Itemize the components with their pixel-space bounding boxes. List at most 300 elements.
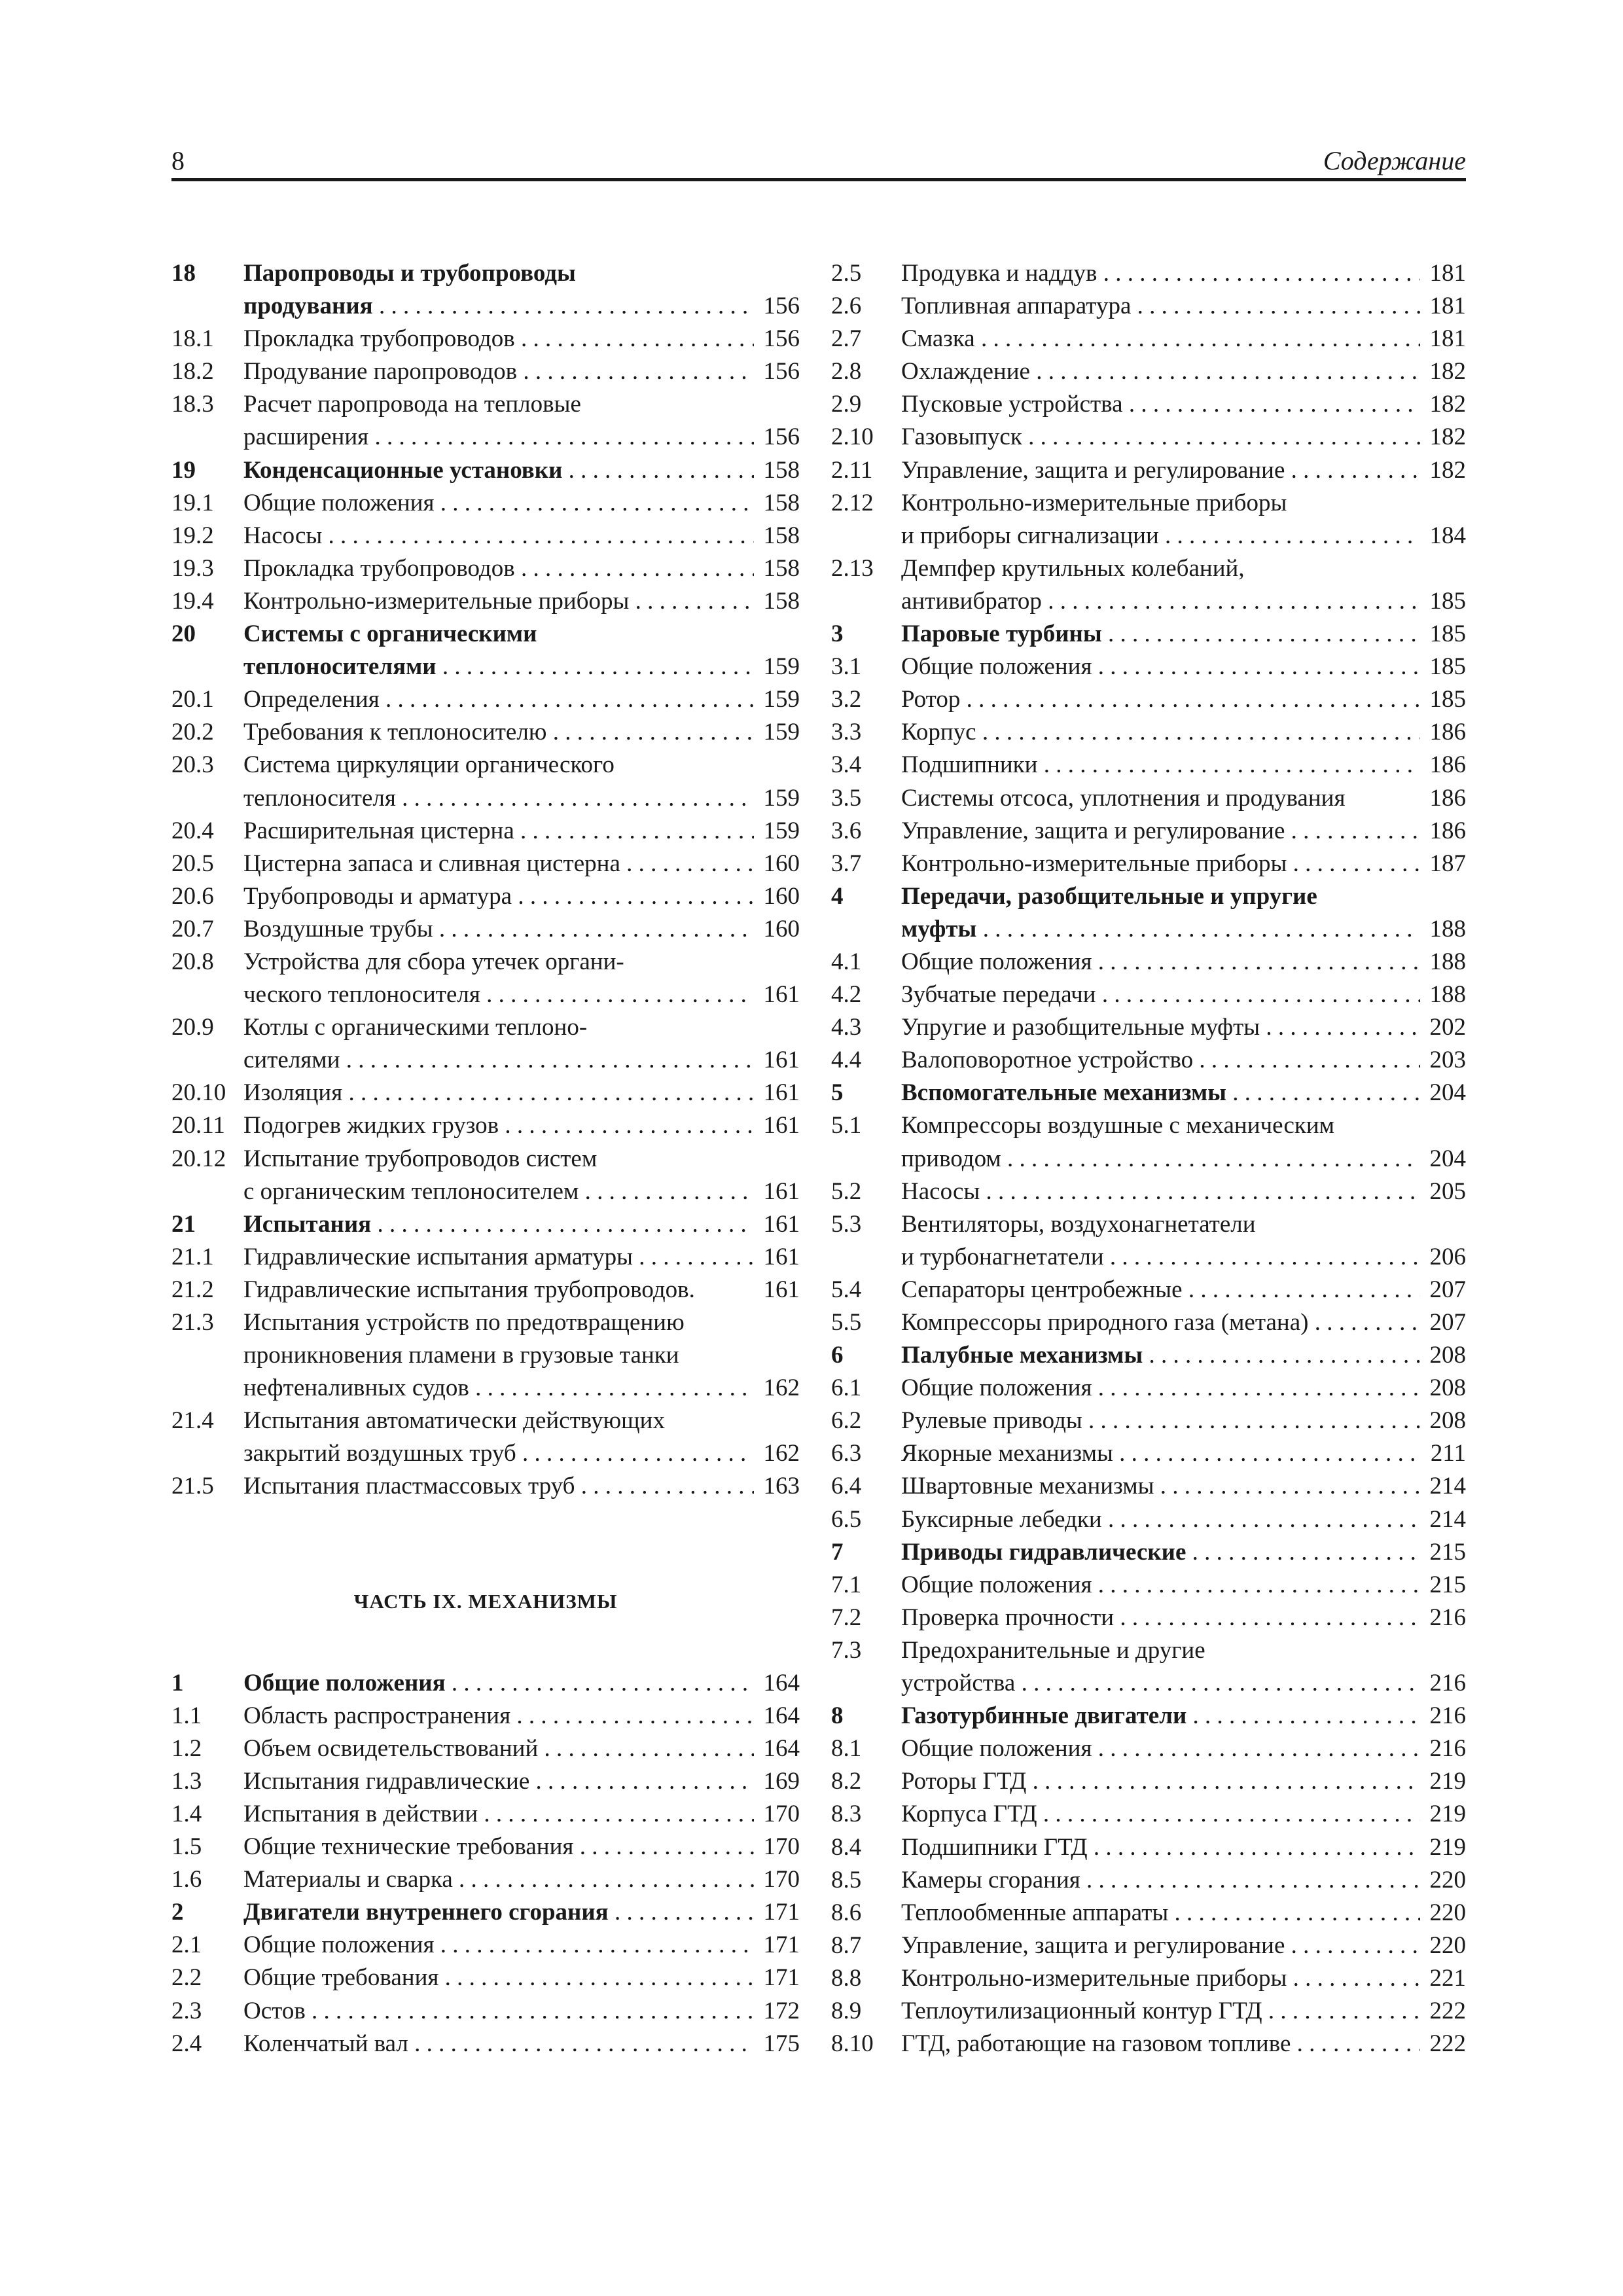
toc-entry-page: 160 xyxy=(763,850,800,877)
toc-entry xyxy=(831,1667,1466,1700)
toc-entry-number: 8.6 xyxy=(831,1899,862,1926)
toc-entry-number xyxy=(831,913,901,946)
toc-entry-title: Испытания пластмассовых труб xyxy=(243,1473,575,1500)
toc-entry-title-wrap xyxy=(243,1208,754,1241)
toc-entry-page: 188 xyxy=(1429,915,1466,942)
toc-entry-number xyxy=(171,1044,243,1077)
toc-entry-number: 1 xyxy=(171,1669,184,1696)
toc-left-column xyxy=(171,257,800,2060)
toc-entry-title-wrap xyxy=(243,1143,754,1175)
toc-entry-number: 2.5 xyxy=(831,260,862,287)
toc-entry-page: 188 xyxy=(1429,948,1466,975)
toc-entry xyxy=(171,1143,800,1175)
toc-entry-number xyxy=(831,585,901,618)
toc-entry-title: Гидравлические испытания арматуры xyxy=(243,1243,633,1270)
toc-entry xyxy=(831,421,1466,454)
toc-entry-number xyxy=(171,978,243,1011)
toc-entry-page: 158 xyxy=(763,587,800,615)
toc-entry-title: Прокладка трубопроводов xyxy=(243,554,515,582)
toc-entry xyxy=(831,1109,1466,1142)
toc-entry-title: Смазка xyxy=(901,325,975,353)
toc-entry-page: 181 xyxy=(1429,293,1466,320)
toc-entry xyxy=(171,520,800,552)
toc-entry-title: Общие положения xyxy=(901,1735,1092,1763)
toc-entry-page: 161 xyxy=(763,1112,800,1139)
toc-entry-number: 6.2 xyxy=(831,1407,862,1435)
toc-entry-title-wrap xyxy=(901,1143,1420,1175)
toc-entry-number: 20.1 xyxy=(171,686,214,713)
toc-entry-page: 170 xyxy=(763,1866,800,1893)
toc-entry-number: 6.1 xyxy=(831,1374,862,1402)
toc-entry-title: Общие требования xyxy=(243,1964,439,1992)
toc-entry-title: Остов xyxy=(243,1997,306,2024)
toc-entry-title: и приборы сигнализации xyxy=(901,522,1159,549)
toc-entry-title-wrap xyxy=(901,880,1420,913)
toc-entry-page xyxy=(754,1339,800,1372)
toc-entry-page xyxy=(1420,1109,1466,1142)
toc-entry-number: 3.3 xyxy=(831,719,862,746)
toc-entry-page: 182 xyxy=(1429,358,1466,386)
toc-entry-title: продувания xyxy=(243,293,373,320)
toc-entry-page: 182 xyxy=(1429,456,1466,484)
toc-entry-page: 164 xyxy=(763,1669,800,1696)
toc-entry-number: 4.2 xyxy=(831,981,862,1009)
toc-entry-title: Испытания автоматически действующих xyxy=(243,1407,665,1435)
toc-entry-title-wrap xyxy=(901,585,1420,618)
toc-entry-title-wrap xyxy=(901,1339,1420,1372)
toc-entry-title-wrap xyxy=(243,1896,754,1929)
toc-entry-page: 170 xyxy=(763,1800,800,1827)
toc-entry xyxy=(171,1044,800,1077)
toc-entry-title-wrap xyxy=(243,716,754,749)
toc-entry-number: 7.2 xyxy=(831,1604,862,1631)
toc-entry-title-wrap xyxy=(901,1405,1420,1437)
toc-entry xyxy=(831,716,1466,749)
toc-entry-title-wrap xyxy=(901,683,1420,716)
toc-entry-title-wrap xyxy=(901,290,1420,323)
toc-entry xyxy=(831,1929,1466,1962)
toc-entry-title: Контрольно-измерительные приборы xyxy=(243,587,630,615)
toc-entry-page xyxy=(754,946,800,978)
toc-entry-number: 8.8 xyxy=(831,1964,862,1992)
toc-entry-title: ГТД, работающие на газовом топливе xyxy=(901,2030,1291,2058)
toc-entry-page: 220 xyxy=(1429,1931,1466,1959)
toc-entry-page: 207 xyxy=(1429,1309,1466,1336)
toc-entry-title: Насосы xyxy=(901,1177,980,1205)
toc-entry-page: 162 xyxy=(763,1440,800,1467)
toc-entry xyxy=(831,290,1466,323)
toc-entry-page: 161 xyxy=(763,1079,800,1107)
toc-entry-title-wrap xyxy=(901,1470,1420,1503)
toc-entry-page: 156 xyxy=(763,293,800,320)
toc-entry-page: 202 xyxy=(1429,1014,1466,1041)
toc-entry-title-wrap xyxy=(243,1667,754,1700)
toc-entry-page: 185 xyxy=(1429,587,1466,615)
toc-entry-title-wrap xyxy=(243,388,754,421)
toc-entry xyxy=(831,323,1466,355)
toc-entry-page xyxy=(1420,487,1466,520)
toc-entry-title: Воздушные трубы xyxy=(243,915,433,942)
toc-entry-title-wrap xyxy=(901,1569,1420,1602)
toc-entry-title: устройства xyxy=(901,1670,1016,1697)
toc-entry-page: 214 xyxy=(1429,1505,1466,1533)
toc-entry-title: Подшипники xyxy=(901,751,1038,779)
toc-entry-title-wrap xyxy=(901,749,1420,781)
toc-entry xyxy=(171,1109,800,1142)
toc-entry-title-wrap xyxy=(901,1667,1420,1700)
toc-entry-number: 21.2 xyxy=(171,1276,214,1303)
toc-entry-page: 220 xyxy=(1429,1899,1466,1926)
toc-entry-title: Устройства для сбора утечек органи- xyxy=(243,948,624,975)
toc-entry xyxy=(171,1372,800,1405)
toc-entry-number: 20.8 xyxy=(171,948,214,975)
toc-entry xyxy=(171,1667,800,1700)
toc-entry xyxy=(171,487,800,520)
toc-entry xyxy=(171,1208,800,1241)
toc-entry-title-wrap xyxy=(901,355,1420,388)
toc-entry-title-wrap xyxy=(901,1077,1420,1109)
toc-entry-title-wrap xyxy=(243,782,754,815)
toc-entry-page: 188 xyxy=(1429,981,1466,1009)
toc-entry xyxy=(171,1765,800,1798)
toc-entry-number: 7.3 xyxy=(831,1636,862,1664)
toc-entry-page: 159 xyxy=(763,784,800,812)
toc-entry-page: 186 xyxy=(1429,719,1466,746)
toc-entry xyxy=(831,520,1466,552)
toc-entry xyxy=(831,1241,1466,1274)
toc-entry-title-wrap xyxy=(243,1109,754,1142)
toc-entry-page: 205 xyxy=(1429,1177,1466,1205)
toc-entry-page: 158 xyxy=(763,522,800,549)
toc-entry-title: Буксирные лебедки xyxy=(901,1505,1102,1533)
toc-entry xyxy=(171,1732,800,1765)
toc-entry-number: 21.3 xyxy=(171,1309,214,1336)
toc-entry-title-wrap xyxy=(901,388,1420,421)
toc-entry xyxy=(171,913,800,946)
toc-entry-number: 20.5 xyxy=(171,850,214,877)
toc-entry xyxy=(831,1470,1466,1503)
toc-entry-page: 182 xyxy=(1429,423,1466,451)
toc-entry-title-wrap xyxy=(901,946,1420,978)
toc-entry-title: Упругие и разобщительные муфты xyxy=(901,1014,1260,1041)
toc-entry-number: 8.2 xyxy=(831,1768,862,1795)
toc-entry-number: 3.1 xyxy=(831,653,862,681)
toc-entry-number: 6.3 xyxy=(831,1440,862,1467)
toc-entry-page: 171 xyxy=(763,1931,800,1959)
toc-entry-number: 2.6 xyxy=(831,293,862,320)
toc-entry-title: Общие положения xyxy=(901,1374,1092,1402)
toc-entry-title-wrap xyxy=(243,454,754,487)
toc-entry-title: Испытания xyxy=(243,1210,372,1238)
toc-entry-title-wrap xyxy=(901,1536,1420,1569)
toc-entry-title: Теплоутилизационный контур ГТД xyxy=(901,1997,1262,2024)
toc-entry-title-wrap xyxy=(901,815,1420,848)
part-title: ЧАСТЬ IX. МЕХАНИЗМЫ xyxy=(353,1589,618,1613)
toc-entry-number: 20.12 xyxy=(171,1145,226,1172)
toc-entry-title: проникновения пламени в грузовые танки xyxy=(243,1342,679,1369)
toc-entry-page: 158 xyxy=(763,554,800,582)
toc-entry xyxy=(831,815,1466,848)
toc-entry xyxy=(171,880,800,913)
toc-entry-title-wrap xyxy=(901,1602,1420,1634)
toc-entry-page: 170 xyxy=(763,1833,800,1861)
toc-entry-title-wrap xyxy=(901,1503,1420,1536)
toc-entry-title: Демпфер крутильных колебаний, xyxy=(901,554,1245,582)
toc-entry-page: 171 xyxy=(763,1899,800,1926)
toc-entry-title: Компрессоры природного газа (метана) xyxy=(901,1309,1309,1336)
toc-entry-title: Камеры сгорания xyxy=(901,1866,1080,1893)
toc-entry-title: Системы с органическими xyxy=(243,620,537,648)
toc-entry-number: 19 xyxy=(171,456,196,484)
toc-entry-title-wrap xyxy=(243,913,754,946)
toc-entry xyxy=(831,1274,1466,1306)
toc-entry-page xyxy=(754,388,800,421)
toc-entry-title: Передачи, разобщительные и упругие xyxy=(901,882,1317,910)
toc-entry-number: 8.4 xyxy=(831,1833,862,1861)
toc-entry xyxy=(171,716,800,749)
toc-entry-page: 185 xyxy=(1429,620,1466,648)
toc-entry xyxy=(831,1602,1466,1634)
toc-entry xyxy=(171,782,800,815)
toc-entry-title-wrap xyxy=(243,1077,754,1109)
toc-entry-page: 159 xyxy=(763,653,800,681)
toc-entry-title: расширения xyxy=(243,423,369,451)
toc-entry xyxy=(831,1011,1466,1044)
toc-entry xyxy=(831,1503,1466,1536)
toc-entry-title: Испытания устройств по предотвращению xyxy=(243,1309,685,1336)
toc-entry-title-wrap xyxy=(243,1863,754,1896)
toc-entry-number: 2.8 xyxy=(831,358,862,386)
toc-entry-title-wrap xyxy=(243,1306,754,1339)
toc-entry xyxy=(831,651,1466,683)
toc-entry-title: Двигатели внутреннего сгорания xyxy=(243,1899,609,1926)
toc-entry-title-wrap xyxy=(243,1437,754,1470)
toc-entry-page xyxy=(754,1405,800,1437)
toc-section-list xyxy=(171,1667,800,2060)
toc-entry-title-wrap xyxy=(901,978,1420,1011)
toc-entry-page: 214 xyxy=(1429,1473,1466,1500)
toc-entry-page: 164 xyxy=(763,1734,800,1762)
toc-entry-number xyxy=(171,1339,243,1372)
toc-entry-page: 185 xyxy=(1429,653,1466,681)
toc-entry-title: Область распространения xyxy=(243,1702,511,1729)
toc-entry-number xyxy=(171,290,243,323)
toc-entry-page: 185 xyxy=(1429,686,1466,713)
toc-entry xyxy=(171,1995,800,2028)
toc-entry-page: 161 xyxy=(763,1276,800,1303)
toc-entry-title: Валоповоротное устройство xyxy=(901,1047,1194,1074)
toc-entry-number: 1.1 xyxy=(171,1702,202,1729)
toc-entry-number: 5.4 xyxy=(831,1276,862,1303)
toc-entry-title: Испытания в действии xyxy=(243,1800,478,1827)
toc-entry-title: Трубопроводы и арматура xyxy=(243,882,512,910)
toc-entry-title-wrap xyxy=(243,257,754,290)
toc-entry xyxy=(171,815,800,848)
toc-entry xyxy=(171,651,800,683)
toc-entry-number: 2.3 xyxy=(171,1997,202,2024)
toc-entry-number: 5 xyxy=(831,1079,844,1107)
toc-entry-title-wrap xyxy=(901,782,1420,815)
toc-entry-title-wrap xyxy=(243,848,754,880)
toc-entry-title: Ротор xyxy=(901,686,961,713)
toc-entry-page: 162 xyxy=(763,1374,800,1402)
toc-entry xyxy=(831,1437,1466,1470)
toc-entry-title: Общие положения xyxy=(243,1931,435,1959)
toc-entry-number: 2.9 xyxy=(831,391,862,418)
toc-entry-number: 19.4 xyxy=(171,587,214,615)
toc-entry-title: Газотурбинные двигатели xyxy=(901,1702,1187,1730)
toc-entry-title: антивибратор xyxy=(901,587,1042,615)
toc-entry-title-wrap xyxy=(901,1864,1420,1897)
toc-entry-number xyxy=(831,1241,901,1274)
toc-entry-number: 8.10 xyxy=(831,2030,874,2058)
toc-entry xyxy=(831,1372,1466,1405)
toc-entry-title: нефтеналивных судов xyxy=(243,1374,469,1402)
toc-entry-title: закрытий воздушных труб xyxy=(243,1440,516,1467)
toc-entry xyxy=(171,421,800,454)
toc-entry xyxy=(171,1896,800,1929)
toc-entry-title: Продувка и наддув xyxy=(901,260,1097,287)
toc-entry xyxy=(171,1339,800,1372)
toc-entry-number: 20.6 xyxy=(171,882,214,910)
toc-entry-title: Общие положения xyxy=(901,1571,1092,1598)
toc-entry-title: ческого теплоносителя xyxy=(243,981,480,1009)
toc-entry-page: 222 xyxy=(1429,1997,1466,2024)
toc-entry-title-wrap xyxy=(243,1995,754,2028)
toc-entry-page: 172 xyxy=(763,1997,800,2024)
toc-entry xyxy=(831,749,1466,781)
toc-entry-title: Определения xyxy=(243,686,380,713)
toc-entry-title: Управление, защита и регулирование xyxy=(901,817,1285,844)
toc-entry xyxy=(831,1962,1466,1995)
toc-entry-title: теплоносителя xyxy=(243,784,396,812)
toc-entry xyxy=(171,978,800,1011)
toc-entry-number xyxy=(171,1372,243,1405)
toc-entry-title-wrap xyxy=(243,946,754,978)
toc-entry xyxy=(831,1700,1466,1732)
toc-entry xyxy=(831,1044,1466,1077)
toc-entry xyxy=(171,1962,800,1994)
toc-entry-title-wrap xyxy=(901,716,1420,749)
toc-entry-page: 161 xyxy=(763,1243,800,1270)
toc-entry xyxy=(831,1175,1466,1208)
toc-entry-title-wrap xyxy=(901,487,1420,520)
toc-entry-number: 20.10 xyxy=(171,1079,226,1107)
toc-entry-title-wrap xyxy=(901,1437,1420,1470)
toc-entry-page: 158 xyxy=(763,489,800,516)
toc-entry xyxy=(831,388,1466,421)
toc-entry-title: теплоносителями xyxy=(243,653,437,681)
toc-entry-title: Пусковые устройства xyxy=(901,391,1123,418)
toc-entry-title-wrap xyxy=(243,1339,754,1372)
toc-entry-title-wrap xyxy=(243,1011,754,1044)
toc-entry-number: 20.4 xyxy=(171,817,214,844)
toc-entry-page: 206 xyxy=(1429,1243,1466,1270)
toc-entry-title: Подогрев жидких грузов xyxy=(243,1112,499,1139)
toc-entry-title: Испытание трубопроводов систем xyxy=(243,1145,597,1172)
toc-entry-number: 6.4 xyxy=(831,1473,862,1500)
toc-entry xyxy=(171,1831,800,1863)
toc-entry xyxy=(171,749,800,781)
toc-entry-title: Топливная аппаратура xyxy=(901,293,1132,320)
toc-entry-page: 156 xyxy=(763,358,800,386)
toc-entry-number: 8.7 xyxy=(831,1931,862,1959)
toc-entry-page: 203 xyxy=(1429,1047,1466,1074)
toc-entry-page: 216 xyxy=(1429,1735,1466,1763)
toc-entry xyxy=(831,2028,1466,2060)
toc-entry-title-wrap xyxy=(243,978,754,1011)
toc-entry-title-wrap xyxy=(243,421,754,454)
toc-entry-number: 2.2 xyxy=(171,1964,202,1992)
toc-entry-title-wrap xyxy=(901,1044,1420,1077)
toc-entry-number: 2.10 xyxy=(831,423,874,451)
toc-entry-title-wrap xyxy=(243,1962,754,1994)
toc-entry-title-wrap xyxy=(243,749,754,781)
toc-entry xyxy=(171,946,800,978)
toc-entry-number: 20.9 xyxy=(171,1014,214,1041)
toc-entry-number: 5.3 xyxy=(831,1210,862,1238)
toc-entry-title: Прокладка трубопроводов xyxy=(243,325,515,353)
toc-entry xyxy=(831,1765,1466,1798)
toc-entry xyxy=(831,880,1466,913)
toc-entry-page: 160 xyxy=(763,882,800,910)
toc-entry-number: 6 xyxy=(831,1342,844,1369)
toc-entry-title-wrap xyxy=(243,1831,754,1863)
toc-entry xyxy=(171,1700,800,1732)
toc-entry-page: 164 xyxy=(763,1702,800,1729)
toc-entry-number: 1.3 xyxy=(171,1767,202,1795)
toc-entry-title-wrap xyxy=(901,1831,1420,1864)
toc-entry-number: 19.2 xyxy=(171,522,214,549)
toc-entry-title-wrap xyxy=(901,618,1420,651)
toc-entry-title-wrap xyxy=(901,520,1420,552)
toc-entry-title-wrap xyxy=(901,1372,1420,1405)
toc-entry-number: 21 xyxy=(171,1210,196,1238)
toc-entry-page: 182 xyxy=(1429,391,1466,418)
toc-entry xyxy=(831,1798,1466,1831)
toc-entry xyxy=(171,1929,800,1962)
toc-entry-title: Подшипники ГТД xyxy=(901,1833,1088,1861)
toc-entry-number xyxy=(171,651,243,683)
toc-section-list xyxy=(831,257,1466,2060)
toc-entry-title-wrap xyxy=(243,2028,754,2060)
toc-entry-title: сителями xyxy=(243,1047,340,1074)
toc-entry-page: 161 xyxy=(763,981,800,1009)
toc-entry-page: 171 xyxy=(763,1964,800,1992)
toc-entry-number: 8.5 xyxy=(831,1866,862,1893)
toc-entry-title: приводом xyxy=(901,1145,1001,1172)
toc-entry-title-wrap xyxy=(243,1274,754,1306)
toc-entry-title-wrap xyxy=(901,1306,1420,1339)
toc-entry-title-wrap xyxy=(243,487,754,520)
toc-entry-title-wrap xyxy=(243,1372,754,1405)
toc-entry-title-wrap xyxy=(901,454,1420,487)
toc-entry xyxy=(171,1306,800,1339)
toc-entry xyxy=(171,1241,800,1274)
toc-entry-page: 207 xyxy=(1429,1276,1466,1303)
toc-entry xyxy=(171,618,800,651)
toc-entry xyxy=(171,585,800,618)
toc-entry-number: 5.5 xyxy=(831,1309,862,1336)
toc-entry-title: Корпус xyxy=(901,719,976,746)
toc-entry-page: 222 xyxy=(1429,2030,1466,2058)
toc-entry-title: Общие положения xyxy=(901,948,1092,975)
toc-entry xyxy=(171,290,800,323)
toc-entry-page: 186 xyxy=(1429,817,1466,844)
toc-entry-title: Швартовные механизмы xyxy=(901,1473,1154,1500)
toc-entry-title-wrap xyxy=(901,1929,1420,1962)
toc-entry-title: Охлаждение xyxy=(901,358,1030,386)
